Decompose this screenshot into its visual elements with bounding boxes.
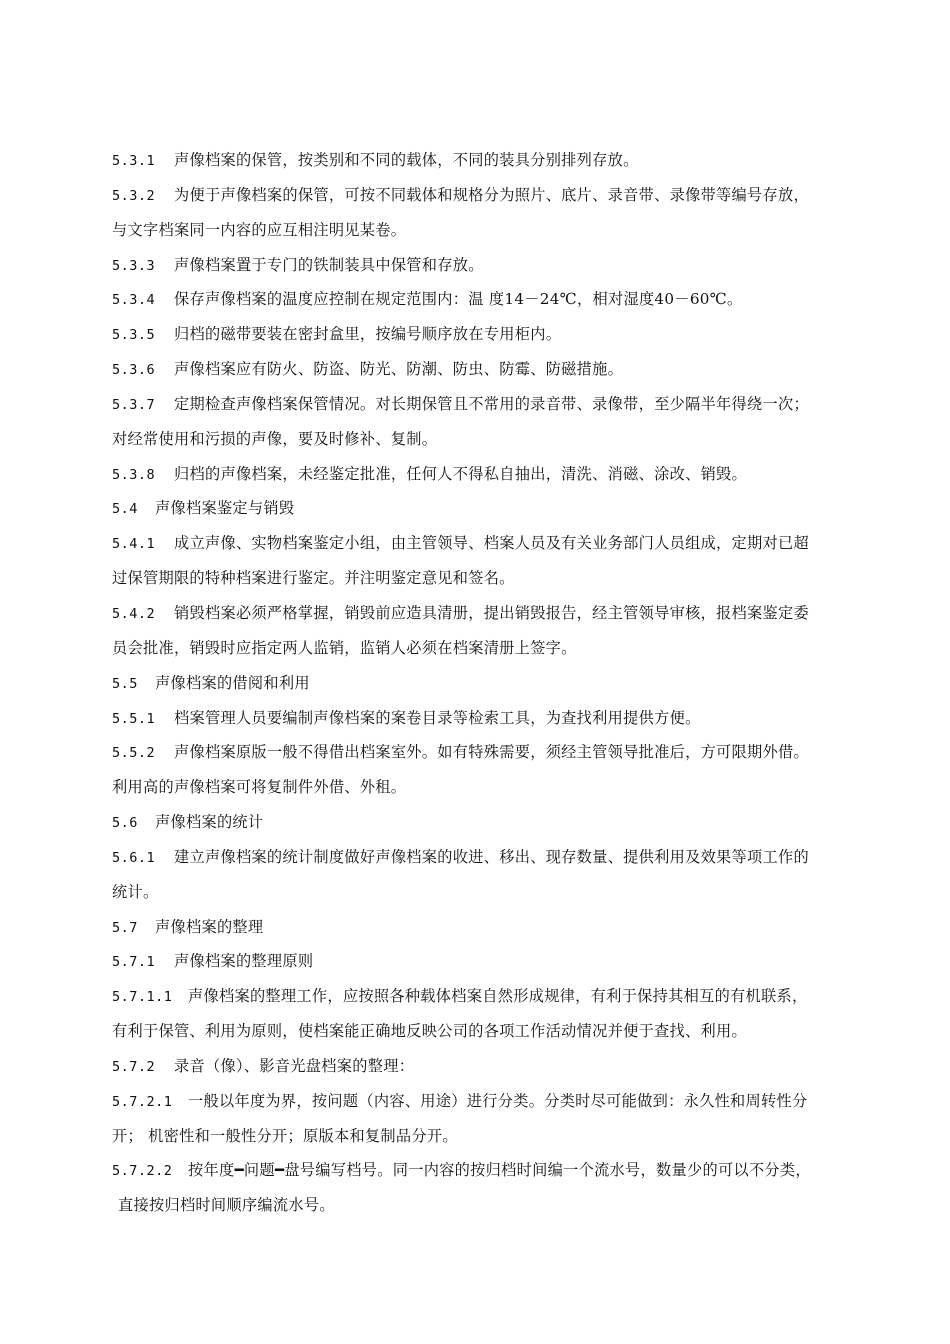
heading-text: 声像档案鉴定与销毁 <box>155 499 295 518</box>
section-number: 5.5.1 <box>112 710 156 727</box>
paragraph-line <box>112 181 864 216</box>
line-text: 销毁档案必须严格掌握，销毁前应造具清册，提出销毁报告，经主管领导审核，报档案鉴定委 <box>174 603 809 622</box>
paragraph-continuation <box>112 425 864 460</box>
line-text: 声像档案的保管，按类别和不同的载体，不同的装具分别排列存放。 <box>174 151 639 169</box>
line-text: 定期检查声像档案保管情况。对长期保管且不常用的录音带、录像带，至少隔半年得绕一次； <box>174 394 809 413</box>
line-text: 为便于声像档案的保管，可按不同载体和规格分为照片、底片、录音带、录像带等编号存放， <box>174 185 809 204</box>
line-text: 归档的磁带要装在密封盒里，按编号顺序放在专用柜内。 <box>174 325 562 344</box>
line-text: 声像档案应有防火、防盗、防光、防潮、防虫、防霉、防磁措施。 <box>174 360 624 379</box>
section-number: 5.6.1 <box>112 849 156 866</box>
paragraph-line <box>112 355 864 390</box>
section-heading <box>112 808 864 843</box>
line-text: 声像档案原版一般不得借出档案室外。如有特殊需要，须经主管领导批准后，方可限期外借。 <box>174 743 809 762</box>
section-number: 5.3.2 <box>112 187 156 204</box>
section-number: 5.6 <box>112 815 138 832</box>
section-heading <box>112 913 864 948</box>
paragraph-line <box>112 285 864 320</box>
paragraph-line <box>112 1156 864 1191</box>
section-number: 5.7.1 <box>112 954 156 971</box>
line-text: 统计。 <box>112 882 159 901</box>
section-number: 5.7.2 <box>112 1058 156 1075</box>
paragraph-line <box>112 704 864 739</box>
section-number: 5.3.7 <box>112 396 156 413</box>
section-number: 5.7 <box>112 919 138 936</box>
heading-text: 声像档案的统计 <box>155 813 264 832</box>
paragraph-line <box>112 599 864 634</box>
paragraph-line <box>112 460 864 495</box>
paragraph-line <box>112 1087 864 1122</box>
section-number: 5.3.5 <box>112 327 156 344</box>
paragraph-line <box>112 843 864 878</box>
paragraph-continuation <box>112 1017 864 1052</box>
line-text: 按年度━问题━盘号编写档号。同一内容的按归档时间编一个流水号，数量少的可以不分类， <box>188 1161 811 1180</box>
paragraph-continuation <box>112 634 864 669</box>
line-text: 有利于保管、利用为原则，使档案能正确地反映公司的各项工作活动情况并便于查找、利用。 <box>112 1022 747 1041</box>
line-text: 一般以年度为界，按问题（内容、用途）进行分类。分类时尽可能做到：永久性和周转性分 <box>188 1091 808 1110</box>
section-heading <box>112 494 864 529</box>
paragraph-continuation <box>112 1122 864 1157</box>
line-text: 归档的声像档案，未经鉴定批准，任何人不得私自抽出，清洗、消磁、涂改、销毁。 <box>174 464 748 483</box>
section-heading <box>112 669 864 704</box>
paragraph-continuation <box>112 564 864 599</box>
line-text: 员会批准，销毁时应指定两人监销，监销人必须在档案清册上签字。 <box>112 638 577 657</box>
section-number: 5.3.8 <box>112 466 156 483</box>
section-number: 5.7.1.1 <box>112 989 173 1006</box>
paragraph-line <box>112 738 864 773</box>
section-number: 5.3.6 <box>112 362 156 379</box>
section-number: 5.4.1 <box>112 536 156 553</box>
line-text: 过保管期限的特种档案进行鉴定。并注明鉴定意见和签名。 <box>112 569 515 588</box>
section-number: 5.5.2 <box>112 745 156 762</box>
paragraph-line <box>112 529 864 564</box>
section-number: 5.7.2.2 <box>112 1163 173 1180</box>
heading-text: 声像档案的整理原则 <box>174 952 314 971</box>
heading-text: 声像档案的借阅和利用 <box>155 673 310 692</box>
line-text: 利用高的声像档案可将复制件外借、外租。 <box>112 778 407 797</box>
paragraph-line <box>112 320 864 355</box>
heading-text: 声像档案的整理 <box>155 917 264 936</box>
line-text: 档案管理人员要编制声像档案的案卷目录等检索工具，为查找利用提供方便。 <box>174 708 701 727</box>
line-text: 保存声像档案的温度应控制在规定范围内：温 度14－24℃，相对湿度40－60℃。 <box>174 290 743 309</box>
section-number: 5.3.3 <box>112 257 156 274</box>
section-number: 5.7.2.1 <box>112 1093 173 1110</box>
paragraph-continuation <box>112 1191 864 1226</box>
section-number: 5.5 <box>112 675 138 692</box>
line-text: 对经常使用和污损的声像，要及时修补、复制。 <box>112 429 438 448</box>
section-number: 5.3.1 <box>112 153 156 169</box>
heading-text: 录音（像）、影音光盘档案的整理： <box>174 1056 415 1075</box>
line-text: 建立声像档案的统计制度做好声像档案的收进、移出、现存数量、提供利用及效果等项工作的 <box>174 847 809 866</box>
section-number: 5.4.2 <box>112 605 156 622</box>
line-text: 成立声像、实物档案鉴定小组，由主管领导、档案人员及有关业务部门人员组成，定期对已超 <box>174 534 809 553</box>
line-text: 开； 机密性和一般性分开；原版本和复制品分开。 <box>112 1126 458 1145</box>
subsection-heading <box>112 1052 864 1087</box>
paragraph-continuation <box>112 216 864 251</box>
line-text: 声像档案置于专门的铁制装具中保管和存放。 <box>174 255 484 274</box>
paragraph-line <box>112 982 864 1017</box>
line-text: 与文字档案同一内容的应互相注明见某卷。 <box>112 220 407 239</box>
paragraph-line <box>112 390 864 425</box>
paragraph-continuation <box>112 773 864 808</box>
paragraph-line <box>112 251 864 286</box>
subsection-heading <box>112 947 864 982</box>
paragraph-line <box>112 146 864 181</box>
section-number: 5.4 <box>112 501 138 518</box>
line-text: 直接按归档时间顺序编流水号。 <box>118 1196 335 1215</box>
section-number: 5.3.4 <box>112 292 156 309</box>
paragraph-continuation <box>112 878 864 913</box>
document-body <box>112 146 864 1226</box>
line-text: 声像档案的整理工作，应按照各种载体档案自然形成规律，有利于保持其相互的有机联系， <box>188 987 808 1006</box>
